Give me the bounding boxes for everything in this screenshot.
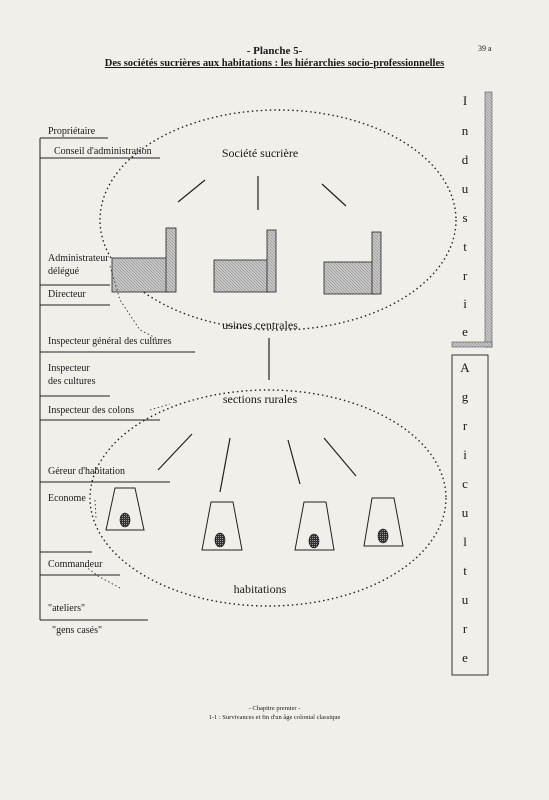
usine-1-icon xyxy=(112,228,176,292)
industrie-letter: u xyxy=(461,181,469,196)
agriculture-letter: e xyxy=(462,650,468,665)
hierarchy-administrateur: Administrateur xyxy=(48,253,109,264)
industrie-letter: d xyxy=(461,152,469,167)
agriculture-letter: A xyxy=(460,360,470,375)
habitation-4-icon xyxy=(364,498,403,546)
hierarchy-gereur-habitation: Géreur d'habitation xyxy=(48,466,126,477)
hierarchy-delegue: délégué xyxy=(48,266,80,277)
usine-3-icon xyxy=(324,232,381,294)
agriculture-letter: i xyxy=(463,447,467,462)
hierarchy-econome: Econome xyxy=(48,493,86,504)
agriculture-letter: c xyxy=(462,476,468,491)
agriculture-letter: u xyxy=(461,505,469,520)
agriculture-letter: l xyxy=(463,534,467,549)
node-usines-centrales: usines centrales xyxy=(222,318,298,332)
agriculture-letter: r xyxy=(462,418,468,433)
hierarchy-proprietaire: Propriétaire xyxy=(48,126,96,137)
label-leaders xyxy=(85,266,170,588)
hierarchy-des-cultures: des cultures xyxy=(48,376,96,387)
industrie-letter: i xyxy=(463,296,467,311)
agriculture-letter: t xyxy=(463,563,467,578)
hierarchy-commandeur: Commandeur xyxy=(48,559,103,570)
industrie-letter: e xyxy=(462,324,468,339)
footer-section: 1-1 : Survivances et fin d'un âge colonial classique xyxy=(208,714,341,721)
page-title: - Planche 5- xyxy=(246,45,303,57)
industrie-letter: I xyxy=(462,93,468,108)
industrie-letter: s xyxy=(462,210,468,225)
hierarchy-inspecteur-colons: Inspecteur des colons xyxy=(48,405,135,416)
hierarchy-conseil-administration: Conseil d'administration xyxy=(54,146,152,157)
habitation-1-icon xyxy=(106,488,144,530)
societe-branches xyxy=(178,176,346,210)
hierarchy-gens-cases: "gens casés" xyxy=(52,625,103,636)
industrie-letter: r xyxy=(462,268,468,283)
agriculture-letter: g xyxy=(461,389,469,404)
node-societe-sucriere: Société sucrière xyxy=(221,146,299,160)
industrie-letter: t xyxy=(463,239,467,254)
habitation-3-icon xyxy=(295,502,334,550)
hierarchy-directeur: Directeur xyxy=(48,289,86,300)
societe-ellipse xyxy=(100,110,456,330)
agriculture-letter: u xyxy=(461,592,469,607)
hierarchy-inspecteur-general: Inspecteur général des cultures xyxy=(48,336,172,347)
page-subtitle: Des sociétés sucrières aux habitations : les hiérarchies socio-professionnelles xyxy=(104,58,445,69)
usine-2-icon xyxy=(214,230,276,292)
hierarchy-inspecteur: Inspecteur xyxy=(48,363,90,374)
hierarchy-ateliers: "ateliers" xyxy=(48,603,86,614)
page-number: 39 a xyxy=(478,44,492,53)
industrie-letter: n xyxy=(461,123,469,138)
footer-chapter: - Chapitre premier - xyxy=(248,705,301,712)
node-habitations: habitations xyxy=(233,582,287,596)
node-sections-rurales: sections rurales xyxy=(222,392,298,406)
agriculture-letter: r xyxy=(462,621,468,636)
sections-branches xyxy=(158,434,356,492)
habitation-2-icon xyxy=(202,502,242,550)
